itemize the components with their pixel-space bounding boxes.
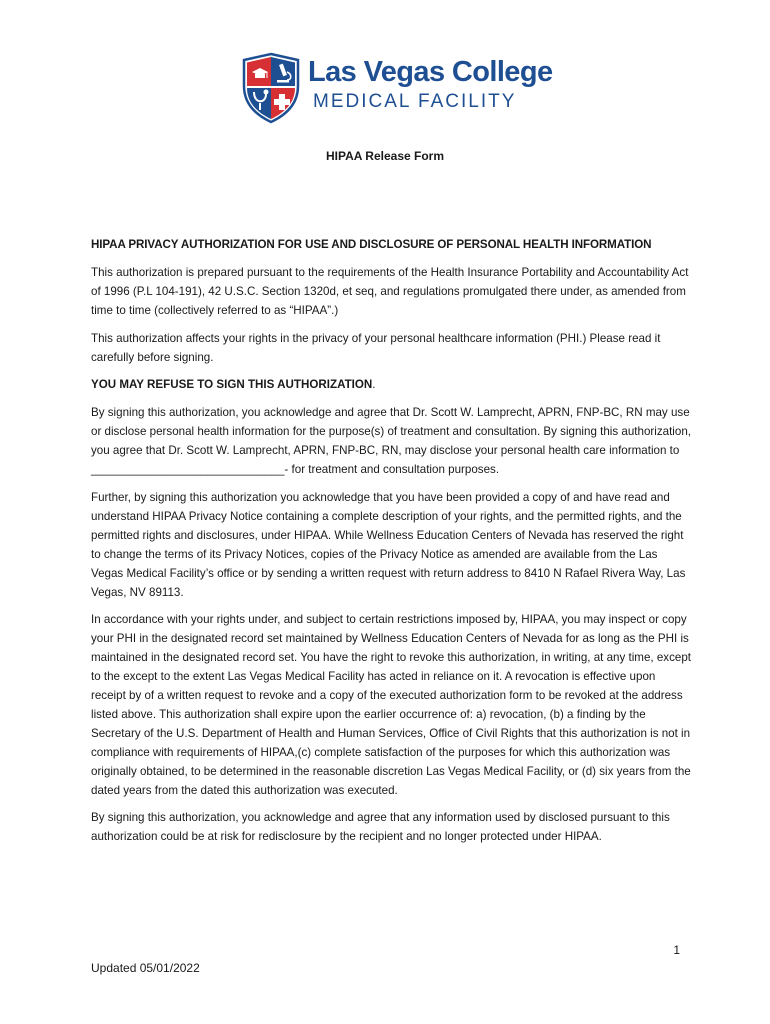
paragraph-rights: This authorization affects your rights in the privacy of your personal healthcare information (PHI.) Please read it carefully before signing. bbox=[91, 331, 661, 364]
refuse-notice-text: YOU MAY REFUSE TO SIGN THIS AUTHORIZATION bbox=[91, 378, 373, 392]
paragraph-purpose: This authorization is prepared pursuant to the requirements of the Health Insurance Portability and Accountability Act of 1996 (P.L 104-191), 42 U.S.C. Section 1320d, et seq, and regulations promulgated there under, as amended from time to time (collectively referred to as “HIPAA”.) bbox=[91, 265, 689, 317]
logo-name: Las Vegas College bbox=[308, 56, 553, 88]
shield-emblem bbox=[240, 52, 302, 124]
logo-subtitle: MEDICAL FACILITY bbox=[313, 91, 517, 112]
paragraph-privacy-notice: Further, by signing this authorization you acknowledge that you have been provided a copy of and have read and understand HIPAA Privacy Notice containing a complete description of your rights, and the permitted rights, and the permitted rights and disclosures, under HIPAA. While Wellness Education Centers of Nevada has reserved the right to change the terms of its Privacy Notices, copies of the Privacy Notice as amended are available from the Las Vegas Medical Facility’s office or by sending a written request with return address to 8410 N Rafael Rivera Way, Las Vegas, NV 89113. bbox=[91, 490, 686, 599]
paragraph-revocation: In accordance with your rights under, and subject to certain restrictions imposed by, HIPAA, you may inspect or copy your PHI in the designated record set maintained by Wellness Education Centers of Nevada for as long as the PHI is maintained in the designated record set. You have the right to revoke this authorization, in writing, at any time, except to the except to the extent Las Vegas Medical Facility has acted in reliance on it. A revocation is effective upon receipt by of a written request to revoke and a copy of the executed authorization form to be revoked at the address listed above. This authorization shall expire upon the earlier occurrence of: a) revocation, (b) a finding by the Secretary of the U.S. Department of Health and Human Services, Office of Civil Rights that this authorization is not in compliance with requirements of HIPAA,(c) complete satisfaction of the purposes for which this authorization was originally obtained, to be determined in the reasonable discretion Las Vegas Medical Facility, or (d) six years from the dated years from the dated this authorization was executed. bbox=[91, 613, 692, 797]
form-title: HIPAA Release Form bbox=[325, 149, 445, 163]
page-number: 1 bbox=[673, 943, 680, 957]
section-heading: HIPAA PRIVACY AUTHORIZATION FOR USE AND DISCLOSURE OF PERSONAL HEALTH INFORMATION bbox=[91, 238, 652, 251]
logo bbox=[240, 52, 553, 124]
refuse-notice bbox=[91, 376, 691, 395]
refuse-notice-period: . bbox=[372, 378, 376, 392]
document-body bbox=[91, 236, 691, 856]
paragraph-disclosure: By signing this authorization, you acknowledge and agree that Dr. Scott W. Lamprecht, APRN, FNP-BC, RN may use or disclose personal health information for the purpose(s) of treatment and consultation. By signing this authorization, you agree that Dr. Scott W. Lamprecht, APRN, FNP-BC, RN, may disclose your personal health care information to ______________________________- for treatment and consultation purposes. bbox=[91, 406, 691, 477]
footer-updated-date: Updated 05/01/2022 bbox=[91, 961, 200, 975]
paragraph-redisclosure: By signing this authorization, you acknowledge and agree that any information used by disclosed pursuant to this authorization could be at risk for redisclosure by the recipient and no longer protected under HIPAA. bbox=[91, 811, 670, 844]
